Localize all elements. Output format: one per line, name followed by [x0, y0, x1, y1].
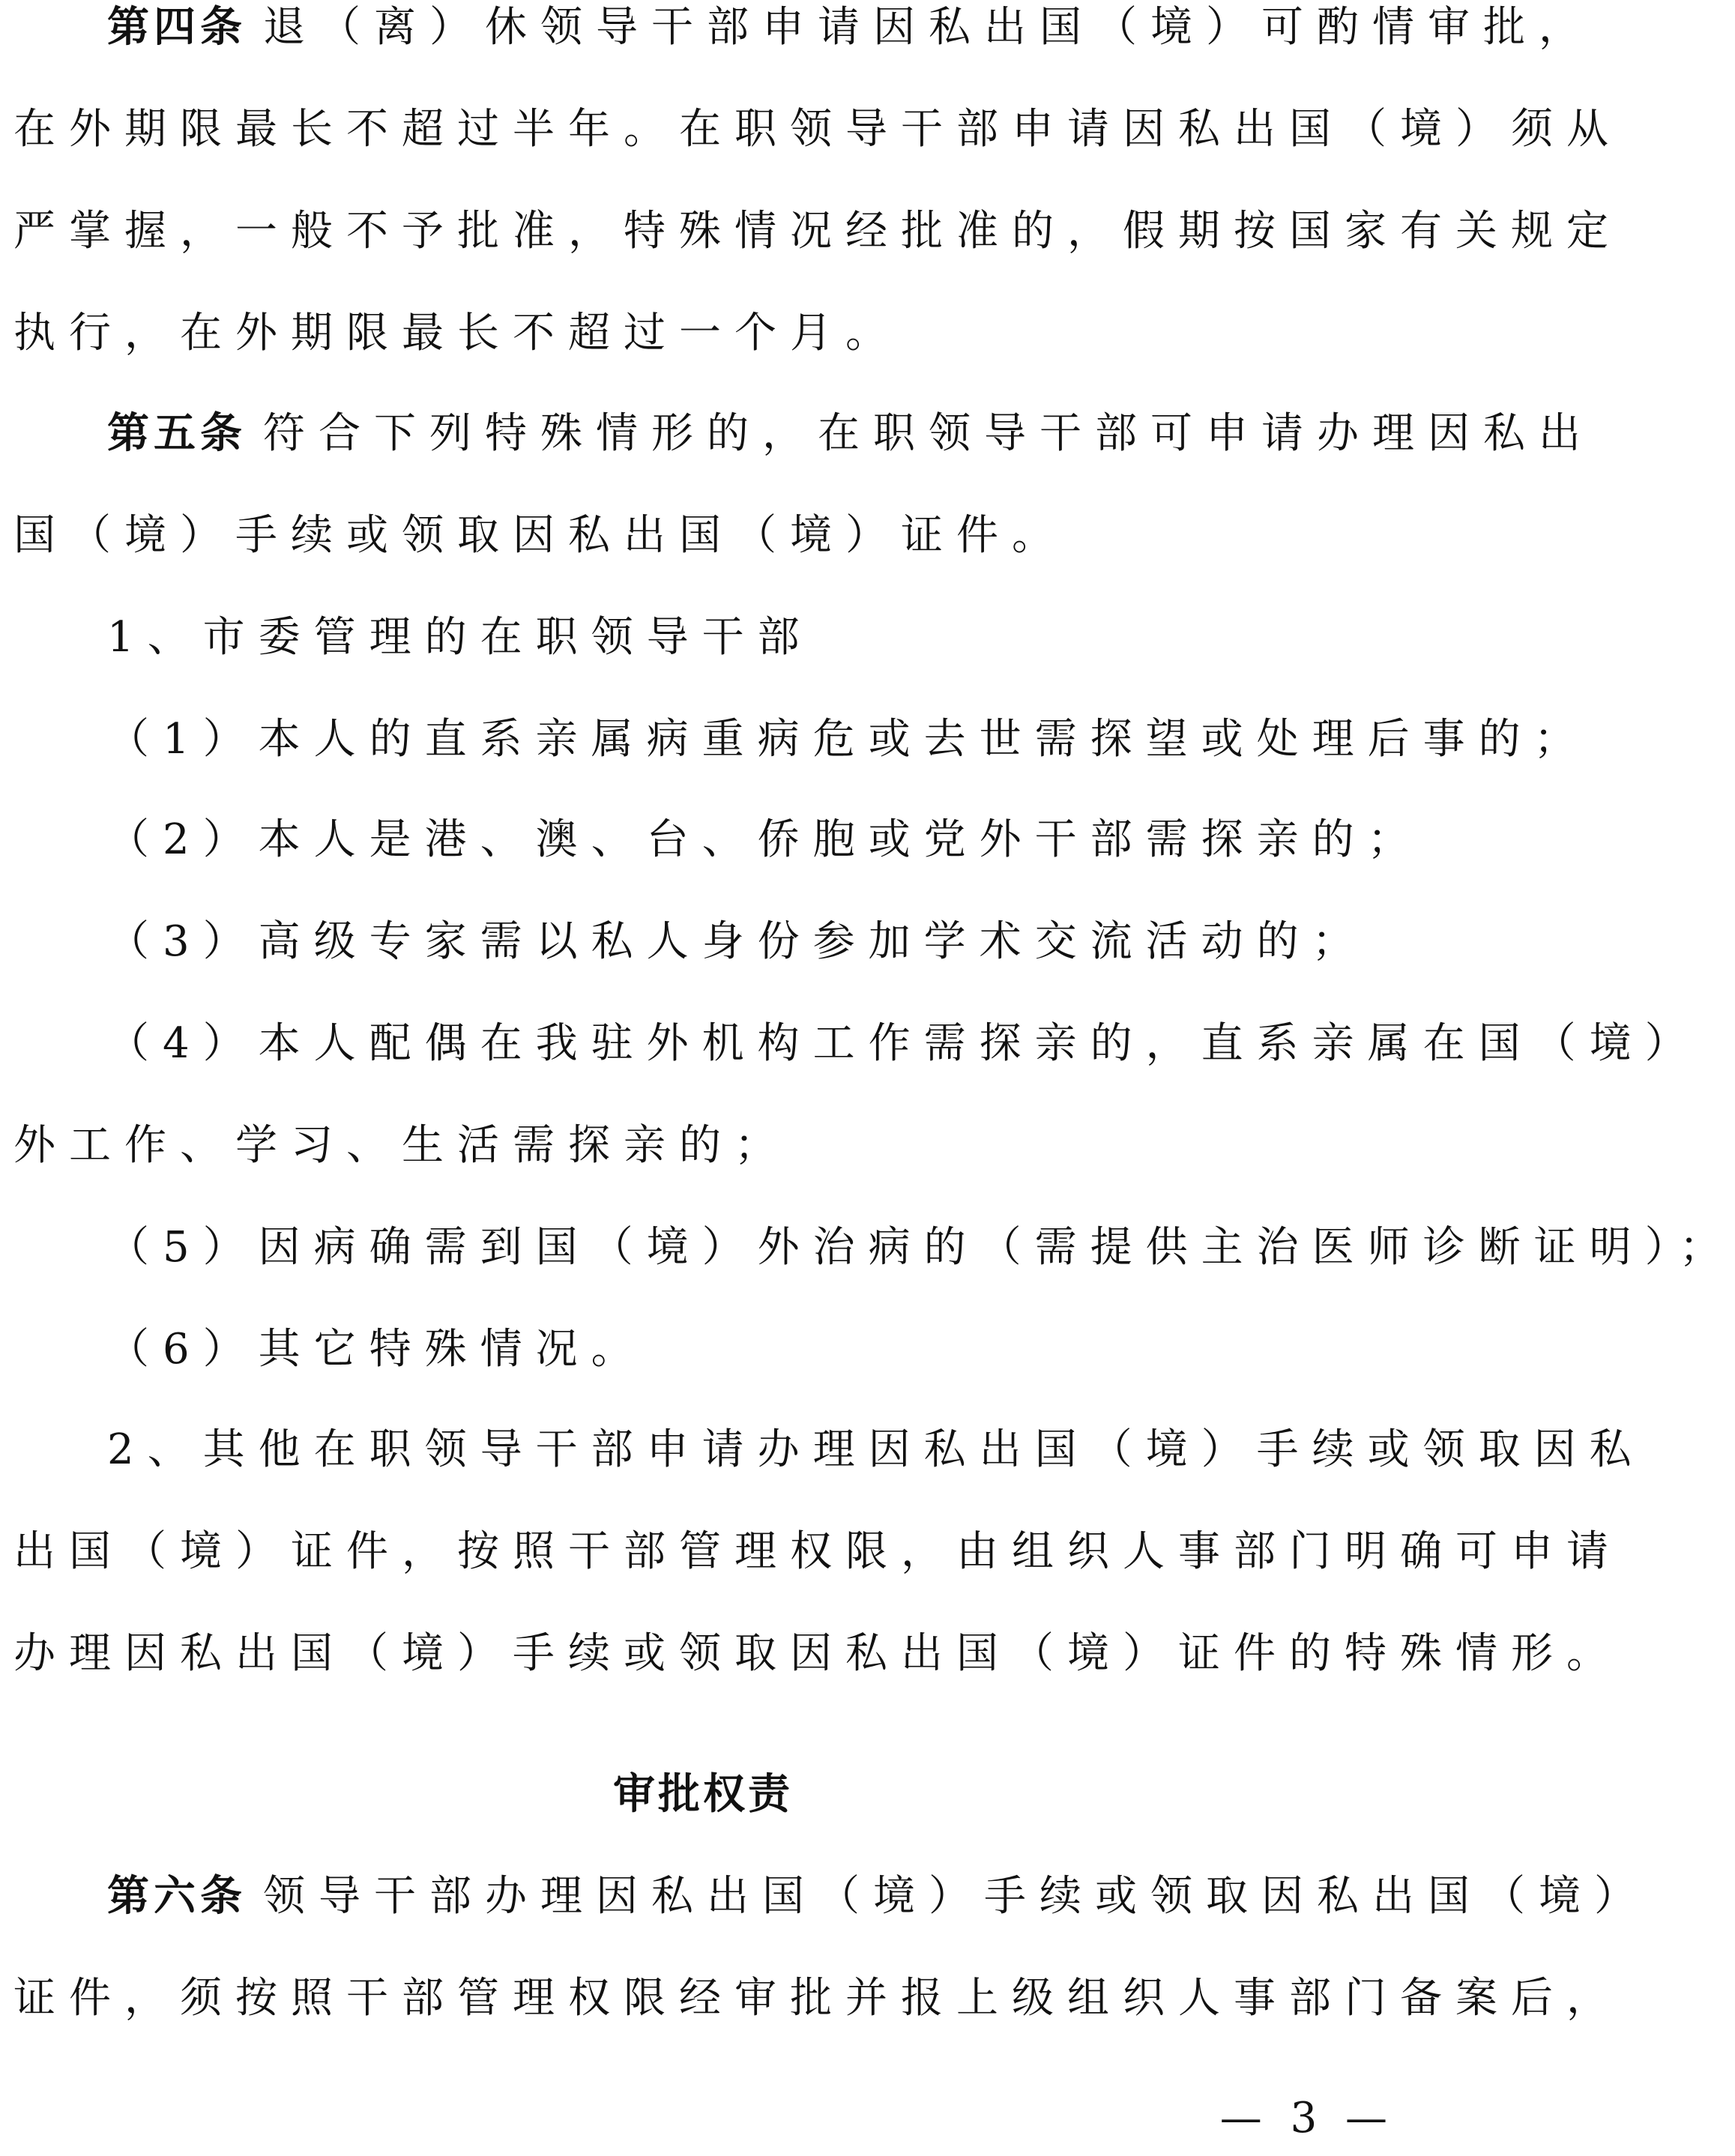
article5-sub5: （5）因病确需到国（境）外治病的（需提供主治医师诊断证明）； — [107, 1223, 1735, 1272]
article5-line-1 — [107, 393, 1594, 475]
article5-item1-title: 1、市委管理的在职领导干部 — [107, 613, 813, 662]
article5-sub4-line1: （4）本人配偶在我驻外机构工作需探亲的，直系亲属在国（境） — [107, 1019, 1701, 1068]
article6-line-1 — [107, 1855, 1650, 1938]
article5-heading: 第五条 — [107, 409, 247, 458]
article5-line-2: 国（境）手续或领取因私出国（境）证件。 — [13, 511, 1067, 560]
article4-line-2: 在外期限最长不超过半年。在职领导干部申请因私出国（境）须从 — [13, 105, 1622, 154]
article4-line-3: 严掌握，一般不予批准，特殊情况经批准的，假期按国家有关规定 — [13, 207, 1622, 256]
section-title: 审批权责 — [613, 1770, 793, 1819]
article6-text-1: 领导干部办理因私出国（境）手续或领取因私出国（境） — [263, 1872, 1650, 1921]
article5-text-1: 符合下列特殊情形的，在职领导干部可申请办理因私出 — [263, 409, 1594, 458]
article5-sub6: （6）其它特殊情况。 — [107, 1325, 647, 1374]
article5-sub4-line2: 外工作、学习、生活需探亲的； — [13, 1121, 790, 1170]
article4-heading: 第四条 — [107, 3, 247, 52]
article6-line-2: 证件，须按照干部管理权限经审批并报上级组织人事部门备案后， — [13, 1974, 1622, 2023]
page-number: — 3 — — [1219, 2094, 1395, 2143]
article4-line-4: 执行，在外期限最长不超过一个月。 — [13, 309, 901, 357]
document-page — [13, 0, 1735, 2156]
article5-sub2: （2）本人是港、澳、台、侨胞或党外干部需探亲的； — [107, 815, 1423, 864]
article5-item2-line1: 2、其他在职领导干部申请办理因私出国（境）手续或领取因私 — [107, 1425, 1645, 1474]
article4-text-1: 退（离）休领导干部申请因私出国（境）可酌情审批， — [263, 3, 1594, 52]
article5-item2-line2: 出国（境）证件，按照干部管理权限，由组织人事部门明确可申请 — [13, 1527, 1622, 1576]
article5-item2-line3: 办理因私出国（境）手续或领取因私出国（境）证件的特殊情形。 — [13, 1629, 1622, 1678]
article5-sub1: （1）本人的直系亲属病重病危或去世需探望或处理后事的； — [107, 715, 1590, 764]
article5-sub3: （3）高级专家需以私人身份参加学术交流活动的； — [107, 917, 1368, 966]
article4-line-1 — [107, 0, 1594, 69]
article6-heading: 第六条 — [107, 1872, 247, 1921]
